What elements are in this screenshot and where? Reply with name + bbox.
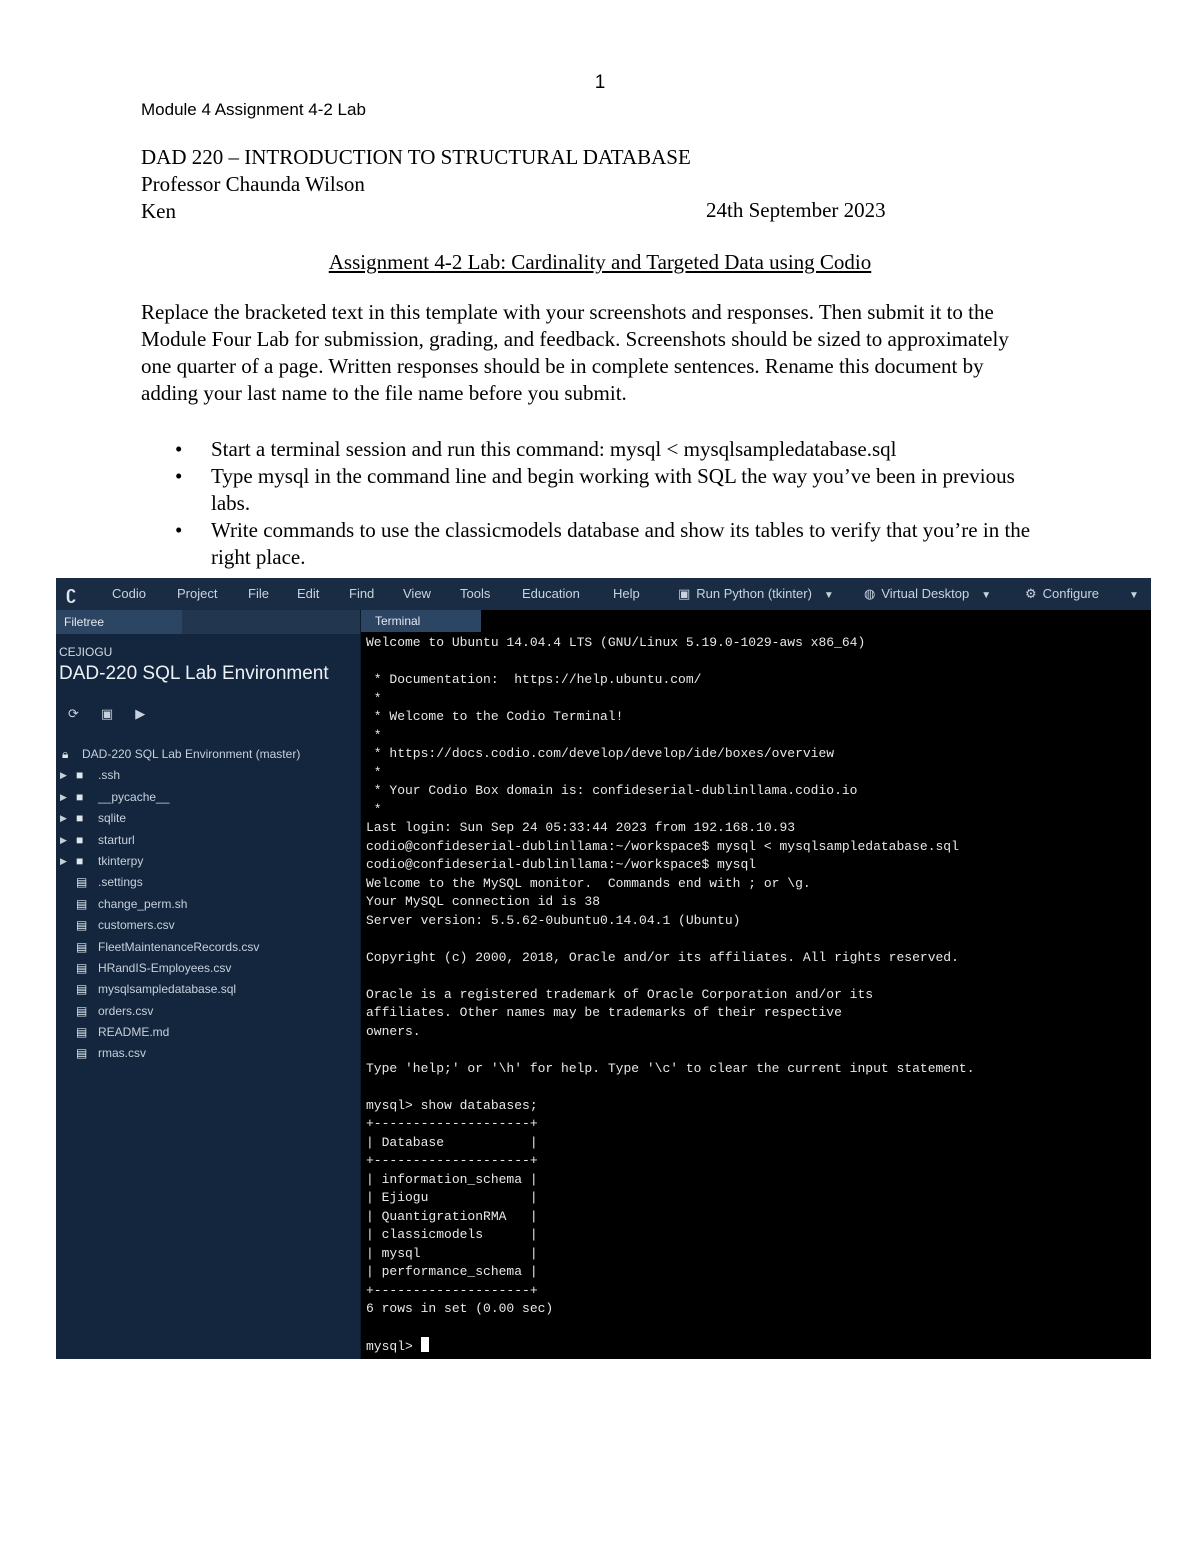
terminal-line: [366, 1078, 975, 1097]
tab-terminal[interactable]: Terminal: [361, 610, 481, 632]
terminal-line: * Documentation: https://help.ubuntu.com/: [366, 672, 702, 687]
file-label: README.md: [98, 1025, 170, 1040]
instruction-item: [141, 436, 1041, 463]
intro-paragraph: [141, 299, 1041, 407]
chevron-right-icon: ▶: [60, 834, 67, 845]
file-label: HRandIS-Employees.csv: [98, 960, 232, 975]
terminal-line: *: [366, 801, 382, 817]
terminal-line: [366, 967, 975, 986]
tree-file[interactable]: [56, 979, 360, 1000]
terminal-line: | QuantigrationRMA |: [366, 1208, 538, 1224]
terminal-line: | mysql |: [366, 1245, 538, 1261]
codio-logo-icon: ʗ: [66, 583, 77, 603]
tree-file[interactable]: [56, 1043, 360, 1064]
terminal-prompt-line[interactable]: [366, 1337, 975, 1357]
terminal-line: [366, 1319, 975, 1338]
codio-screenshot: [56, 578, 1151, 1359]
folder-icon: ■: [76, 853, 84, 868]
file-tree: [56, 744, 360, 1065]
chevron-right-icon: ▶: [60, 813, 67, 824]
project-title: DAD-220 SQL Lab Environment: [59, 663, 329, 684]
tree-folder[interactable]: [56, 851, 360, 872]
terminal-line: mysql> show databases;: [366, 1097, 538, 1113]
menu-education[interactable]: Education: [522, 586, 580, 601]
file-label: rmas.csv: [98, 1046, 146, 1061]
file-icon: ▤: [76, 918, 88, 933]
tree-file[interactable]: [56, 894, 360, 915]
terminal-line: [366, 1041, 975, 1060]
folder-label: __pycache__: [98, 789, 170, 804]
file-icon: ▤: [76, 1046, 88, 1061]
folder-label: tkinterpy: [98, 853, 144, 868]
terminal-prompt: mysql>: [366, 1339, 421, 1354]
run-label: Run Python (tkinter): [696, 586, 812, 601]
tree-file[interactable]: [56, 872, 360, 893]
chevron-down-icon: ▼: [823, 590, 834, 601]
student-name: Ken: [141, 199, 176, 223]
submission-date: 24th September 2023: [706, 198, 886, 222]
assignment-title: Assignment 4-2 Lab: Cardinality and Targeted Data using Codio: [328, 250, 872, 274]
terminal-line: Oracle is a registered trademark of Oracle Corporation and/or its: [366, 986, 874, 1002]
instruction-text: Type mysql in the command line and begin working with SQL the way you’ve been in previous labs.: [211, 464, 1015, 515]
menu-help[interactable]: Help: [613, 586, 640, 601]
file-label: orders.csv: [98, 1003, 154, 1018]
tree-file[interactable]: [56, 1001, 360, 1022]
project-owner-label: CEJIOGU: [59, 645, 113, 659]
chevron-right-icon: ▶: [60, 855, 67, 866]
chevron-down-icon: ▼: [1129, 590, 1139, 601]
terminal-line: [366, 653, 975, 672]
terminal-line: Your MySQL connection id is 38: [366, 894, 601, 909]
tree-root[interactable]: [56, 744, 360, 765]
gear-icon: ⚙: [1025, 586, 1037, 601]
terminal-line: | Ejiogu |: [366, 1190, 538, 1205]
chevron-right-icon: ▶: [60, 791, 67, 802]
header-label: Module 4 Assignment 4-2 Lab: [141, 100, 366, 119]
terminal-line: codio@confideserial-dublinllama:~/workspace$ mysql < mysqlsampledatabase.sql: [366, 838, 959, 854]
tree-file[interactable]: [56, 915, 360, 936]
file-label: FleetMaintenanceRecords.csv: [98, 939, 260, 954]
virtual-desktop-menu[interactable]: [864, 586, 991, 602]
folder-icon: ■: [76, 789, 84, 804]
terminal-line: Welcome to the MySQL monitor. Commands end with ; or \g.: [366, 875, 811, 891]
intro-text: Replace the bracketed text in this template with your screenshots and responses. Then submit it to the Module Four Lab for submission, grading, and feedback. Screenshots should be sized to approximately one quarter of a page. Written responses should be in complete sentences. Rename this document by adding your last name to the file name before you submit.: [141, 300, 1009, 405]
professor-name: Professor Chaunda Wilson: [141, 172, 365, 196]
folder-icon: ■: [76, 832, 84, 847]
instruction-list: [141, 436, 1041, 571]
terminal-line: Type 'help;' or '\h' for help. Type '\c' to clear the current input statement.: [366, 1060, 975, 1076]
instruction-item: [141, 517, 1041, 571]
terminal-line: 6 rows in set (0.00 sec): [366, 1301, 554, 1316]
folder-label: starturl: [98, 832, 135, 847]
terminal-line: * Welcome to the Codio Terminal!: [366, 709, 624, 724]
file-icon: ▤: [76, 1003, 88, 1018]
folder-view-icon[interactable]: ▣: [100, 706, 114, 721]
tab-filetree[interactable]: Filetree: [56, 610, 182, 634]
terminal-line: [366, 930, 975, 949]
lock-icon: 🔒︎: [62, 747, 69, 761]
sidebar-tabbar: [56, 610, 360, 634]
instruction-item: [141, 463, 1041, 517]
file-label: customers.csv: [98, 918, 175, 933]
play-icon[interactable]: ▶: [135, 706, 146, 721]
tree-folder[interactable]: [56, 808, 360, 829]
bullet-icon: •: [175, 464, 183, 488]
folder-label: .ssh: [98, 768, 121, 783]
tree-folder[interactable]: [56, 830, 360, 851]
filetree-toolbar: [68, 706, 167, 722]
file-icon: ▤: [76, 939, 88, 954]
tree-folder[interactable]: [56, 765, 360, 786]
globe-icon: ◍: [864, 586, 876, 601]
tree-root-label: DAD-220 SQL Lab Environment (master): [82, 747, 301, 761]
terminal-line: owners.: [366, 1023, 421, 1039]
refresh-icon[interactable]: ⟳: [68, 706, 79, 721]
file-label: change_perm.sh: [98, 896, 188, 911]
menu-view[interactable]: View: [403, 586, 431, 601]
terminal-line: *: [366, 690, 382, 706]
menu-file[interactable]: File: [248, 586, 269, 601]
file-icon: ▤: [76, 982, 88, 997]
terminal-line: Copyright (c) 2000, 2018, Oracle and/or its affiliates. All rights reserved.: [366, 949, 959, 965]
terminal-line: | performance_schema |: [366, 1264, 538, 1279]
terminal-line: *: [366, 764, 382, 780]
terminal-panel[interactable]: [361, 610, 1151, 1359]
terminal-line: | classicmodels |: [366, 1227, 538, 1242]
menu-find[interactable]: Find: [349, 586, 375, 601]
terminal-line: * Your Codio Box domain is: confideserial-dublinllama.codio.io: [366, 783, 858, 798]
terminal-cursor: [421, 1337, 429, 1352]
tree-file[interactable]: [56, 937, 360, 958]
folder-icon: ■: [76, 811, 84, 826]
terminal-line: codio@confideserial-dublinllama:~/workspace$ mysql: [366, 857, 757, 872]
terminal-line: *: [366, 727, 382, 743]
file-icon: ▤: [76, 896, 88, 911]
terminal-line: Welcome to Ubuntu 14.04.4 LTS (GNU/Linux 5.19.0-1029-aws x86_64): [366, 635, 866, 650]
bullet-icon: •: [175, 518, 183, 542]
terminal-line: Last login: Sun Sep 24 05:33:44 2023 from 192.168.10.93: [366, 820, 796, 835]
terminal-line: Server version: 5.5.62-0ubuntu0.14.04.1 (Ubuntu): [366, 912, 741, 928]
terminal-line: +--------------------+: [366, 1282, 538, 1298]
terminal-line: * https://docs.codio.com/develop/develop/ide/boxes/overview: [366, 746, 835, 761]
chevron-down-icon: ▼: [981, 590, 992, 601]
menu-edit[interactable]: Edit: [297, 586, 320, 601]
chevron-right-icon: ▶: [60, 770, 67, 781]
terminal-line: | information_schema |: [366, 1171, 538, 1187]
file-icon: ▤: [76, 1025, 88, 1040]
file-label: .settings: [98, 875, 143, 890]
menu-project[interactable]: Project: [177, 586, 218, 601]
file-icon: ▤: [76, 960, 88, 975]
bullet-icon: •: [175, 437, 183, 461]
terminal-output: [366, 634, 975, 1357]
course-title: DAD 220 – INTRODUCTION TO STRUCTURAL DATABASE: [141, 145, 691, 169]
file-label: mysqlsampledatabase.sql: [98, 982, 237, 997]
folder-icon: ■: [76, 768, 84, 783]
terminal-line: +--------------------+: [366, 1116, 538, 1131]
menu-bar: [56, 578, 1151, 610]
instruction-text: Write commands to use the classicmodels database and show its tables to verify that you’re in the right place.: [211, 518, 1031, 569]
page-number: 1: [594, 72, 606, 93]
configure-menu[interactable]: [1025, 586, 1139, 602]
tree-folder[interactable]: [56, 787, 360, 808]
menu-codio[interactable]: Codio: [112, 586, 146, 601]
terminal-line: affiliates. Other names may be trademarks of their respective: [366, 1005, 842, 1020]
virtual-desktop-label: Virtual Desktop: [881, 586, 970, 601]
run-menu[interactable]: [678, 586, 834, 602]
tree-file[interactable]: [56, 958, 360, 979]
terminal-line: +--------------------+: [366, 1153, 538, 1168]
screen-icon: ▣: [678, 586, 691, 601]
terminal-line: | Database |: [366, 1134, 538, 1150]
instruction-text: Start a terminal session and run this command: mysql < mysqlsampledatabase.sql: [211, 437, 897, 461]
tree-file[interactable]: [56, 1022, 360, 1043]
configure-label: Configure: [1042, 586, 1100, 601]
menu-tools[interactable]: Tools: [460, 586, 491, 601]
folder-label: sqlite: [98, 811, 127, 826]
file-icon: ▤: [76, 875, 88, 890]
